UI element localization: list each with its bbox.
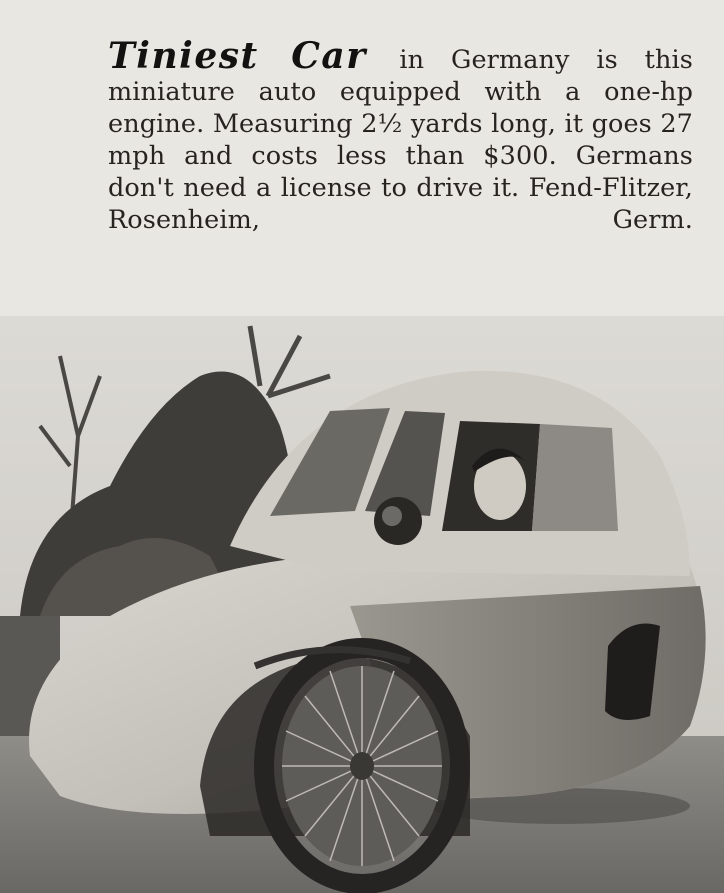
car-photo [0,316,724,893]
article-caption [108,35,693,236]
article-body: in Germany is this miniature auto equipped with a one-hp engine. Measuring 2½ yards long, it goes 27 mph and costs less than $300. Germans don't need a license to drive it. Fend-Flitzer, Rosenheim, Germ. [108,45,693,235]
car-photo-illustration [0,316,724,893]
front-wheel [264,648,460,884]
article-headline: Tiniest Car [108,35,400,77]
car-rear-window [532,424,618,531]
